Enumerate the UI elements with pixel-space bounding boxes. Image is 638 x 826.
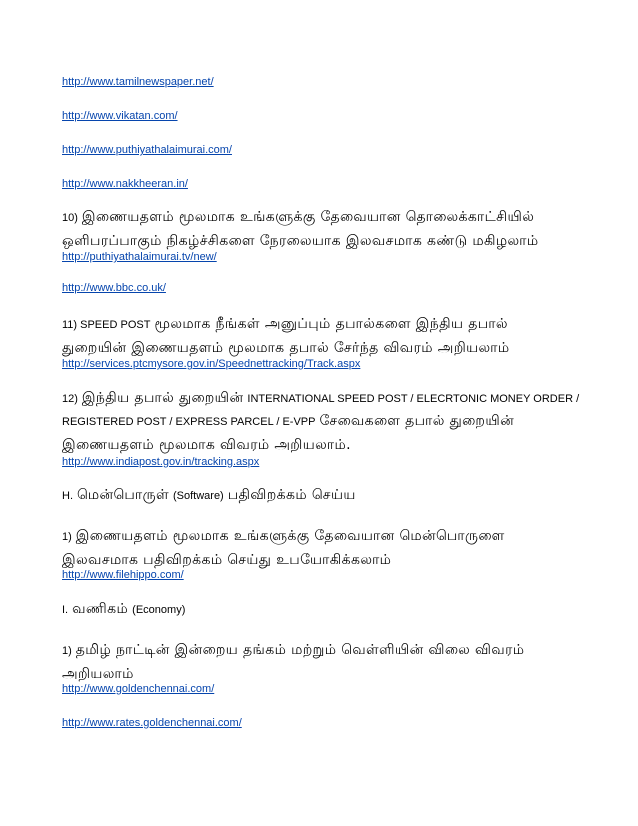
link-puthiyathalaimurai[interactable]: http://www.puthiyathalaimurai.com/ <box>62 144 232 156</box>
item-h1-number: 1) <box>62 531 72 543</box>
link-filehippo[interactable]: http://www.filehippo.com/ <box>62 569 184 581</box>
link-tamilnewspaper[interactable]: http://www.tamilnewspaper.net/ <box>62 76 214 88</box>
item-11-number: 11) SPEED POST <box>62 319 151 331</box>
section-h-heading <box>62 485 356 505</box>
link-bbc[interactable]: http://www.bbc.co.uk/ <box>62 282 166 294</box>
link-goldenchennai[interactable]: http://www.goldenchennai.com/ <box>62 683 215 695</box>
item-12-text-1: இந்திய தபால் துறையின் <box>81 390 244 406</box>
item-12-services-2: REGISTERED POST / EXPRESS PARCEL / E-VPP <box>62 416 316 428</box>
link-rates-goldenchennai[interactable]: http://www.rates.goldenchennai.com/ <box>62 717 242 729</box>
item-12-line-2 <box>62 411 514 431</box>
item-i1-number: 1) <box>62 645 72 657</box>
item-10-line-1 <box>62 207 534 227</box>
item-11-line-2 <box>62 338 510 357</box>
item-i1-line-2 <box>62 664 134 683</box>
section-h-title: மென்பொருள் <box>77 487 169 503</box>
item-12-line-3 <box>62 435 351 454</box>
link-speednet-tracking[interactable]: http://services.ptcmysore.gov.in/Speednettracking/Track.aspx <box>62 358 361 370</box>
link-vikatan[interactable]: http://www.vikatan.com/ <box>62 110 178 122</box>
item-h1-text-2: இலவசமாக பதிவிறக்கம் செய்து உபயோகிக்கலாம் <box>62 552 392 568</box>
item-12-line-1 <box>62 388 579 408</box>
section-i-heading <box>62 599 185 619</box>
section-i-title: வணிகம் <box>72 601 129 617</box>
link-puthiyathalaimurai-tv[interactable]: http://puthiyathalaimurai.tv/new/ <box>62 251 217 263</box>
item-h1-text-1: இணையதளம் மூலமாக உங்களுக்கு தேவையான மென்பொருளை <box>75 528 505 544</box>
item-10-text-1: இணையதளம் மூலமாக உங்களுக்கு தேவையான தொலைக்காட்சியில் <box>81 209 535 225</box>
item-i1-text-1: தமிழ் நாட்டின் இன்றைய தங்கம் மற்றும் வெள்ளியின் விலை விவரம் <box>75 642 525 658</box>
item-h1-line-1 <box>62 526 505 546</box>
section-i-paren: (Economy) <box>132 604 186 616</box>
link-nakkheeran[interactable]: http://www.nakkheeran.in/ <box>62 178 188 190</box>
item-i1-line-1 <box>62 640 524 660</box>
item-10-text-2: ஒளிபரப்பாகும் நிகழ்ச்சிகளை நேரலையாக இலவசமாக கண்டு மகிழலாம் <box>62 233 539 249</box>
item-12-number: 12) <box>62 393 78 405</box>
item-12-services: INTERNATIONAL SPEED POST / ELECRTONIC MONEY ORDER / <box>247 393 580 405</box>
section-h-letter: H. <box>62 490 73 502</box>
item-10-number: 10) <box>62 212 78 224</box>
section-i-letter: I. <box>62 604 69 616</box>
item-11-text-2: துறையின் இணையதளம் மூலமாக தபால் சேர்ந்த விவரம் அறியலாம் <box>62 340 510 356</box>
item-12-text-3: இணையதளம் மூலமாக விவரம் அறியலாம். <box>62 437 351 453</box>
item-11-text-1: மூலமாக நீங்கள் அனுப்பும் தபால்களை இந்திய தபால் <box>154 316 508 332</box>
section-h-rest: பதிவிறக்கம் செய்ய <box>227 487 356 503</box>
item-i1-text-2: அறியலாம் <box>62 666 134 682</box>
section-h-paren: (Software) <box>172 490 224 502</box>
item-12-text-2: சேவைகளை தபால் துறையின் <box>319 413 515 429</box>
item-11-line-1 <box>62 314 508 334</box>
link-indiapost-tracking[interactable]: http://www.indiapost.gov.in/tracking.aspx <box>62 456 260 468</box>
item-10-line-2 <box>62 231 539 250</box>
item-h1-line-2 <box>62 550 391 569</box>
